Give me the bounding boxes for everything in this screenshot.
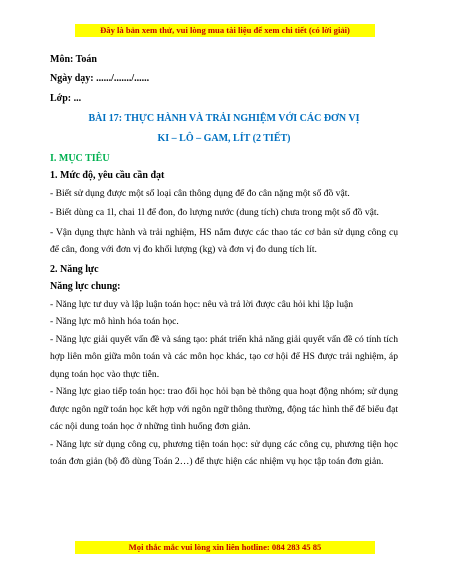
objective-item-1: - Biết sử dụng được một số loại cân thông dụng để đo cân nặng một số đồ vật.	[50, 187, 350, 199]
hotline-banner: Mọi thắc mắc vui lòng xin liên hotline: 084 283 45 85	[75, 541, 375, 554]
subsection-heading-competence: 2. Năng lực	[50, 263, 99, 275]
subject-line: Môn: Toán	[50, 54, 97, 65]
competence-item-1: - Năng lực tư duy và lập luận toán học: nêu và trả lời được câu hỏi khi lập luận	[50, 298, 354, 310]
subsection-heading-requirements: 1. Mức độ, yêu cầu cần đạt	[50, 170, 165, 182]
objective-item-2: - Biết dùng ca 1l, chai 1l để đon, đo lượng nước (dung tích) chưa trong một số đồ vật.	[50, 207, 379, 219]
objective-item-3: - Vận dụng thực hành và trải nghiệm, HS nắm được các thao tác cơ bản sử dụng công cụ để cân, đong với đơn vị đo khối lượng (kg) và đơn vị đo dung tích lít.	[50, 226, 398, 256]
preview-notice-banner: Đây là bản xem thử, vui lòng mua tài liệu để xem chi tiết (có lời giải)	[75, 24, 375, 37]
section-heading-objectives: I. MỤC TIÊU	[50, 152, 110, 164]
competence-item-5: - Năng lực sử dụng công cụ, phương tiện toán học: sử dụng các công cụ, phương tiện học toán đơn giản (bộ đồ dùng Toán 2…) để thực hiện các nhiệm vụ học tập toán đơn giản.	[50, 438, 398, 468]
competence-item-2: - Năng lực mô hình hóa toán học.	[50, 316, 179, 328]
lesson-title-line-2: KI – LÔ – GAM, LÍT (2 TIẾT)	[157, 132, 291, 144]
lesson-plan-body	[50, 50, 398, 471]
competence-item-3: - Năng lực giải quyết vấn đề và sáng tạo: phát triển khả năng giải quyết vấn đề có tính tích hợp liên môn giữa môn toán và các môn học khác, tạo cơ hội để HS được trải nghiệm, áp dụng toán học vào thực tiễn.	[50, 333, 398, 380]
teaching-date-line: Ngày dạy: ....../......./......	[50, 73, 150, 85]
lesson-title-line-1: BÀI 17: THỰC HÀNH VÀ TRẢI NGHIỆM VỚI CÁC ĐƠN VỊ	[88, 112, 360, 124]
general-competence-heading: Năng lực chung:	[50, 281, 121, 293]
class-line: Lớp: ...	[50, 92, 82, 104]
competence-item-4: - Năng lực giao tiếp toán học: trao đổi học hỏi bạn bè thông qua hoạt động nhóm; sử dụng được ngôn ngữ toán học kết hợp với ngôn ngữ thông thường, động tác hình thể để biểu đạt các nội dung toán học ở những tình huống đơn giản.	[50, 386, 398, 433]
